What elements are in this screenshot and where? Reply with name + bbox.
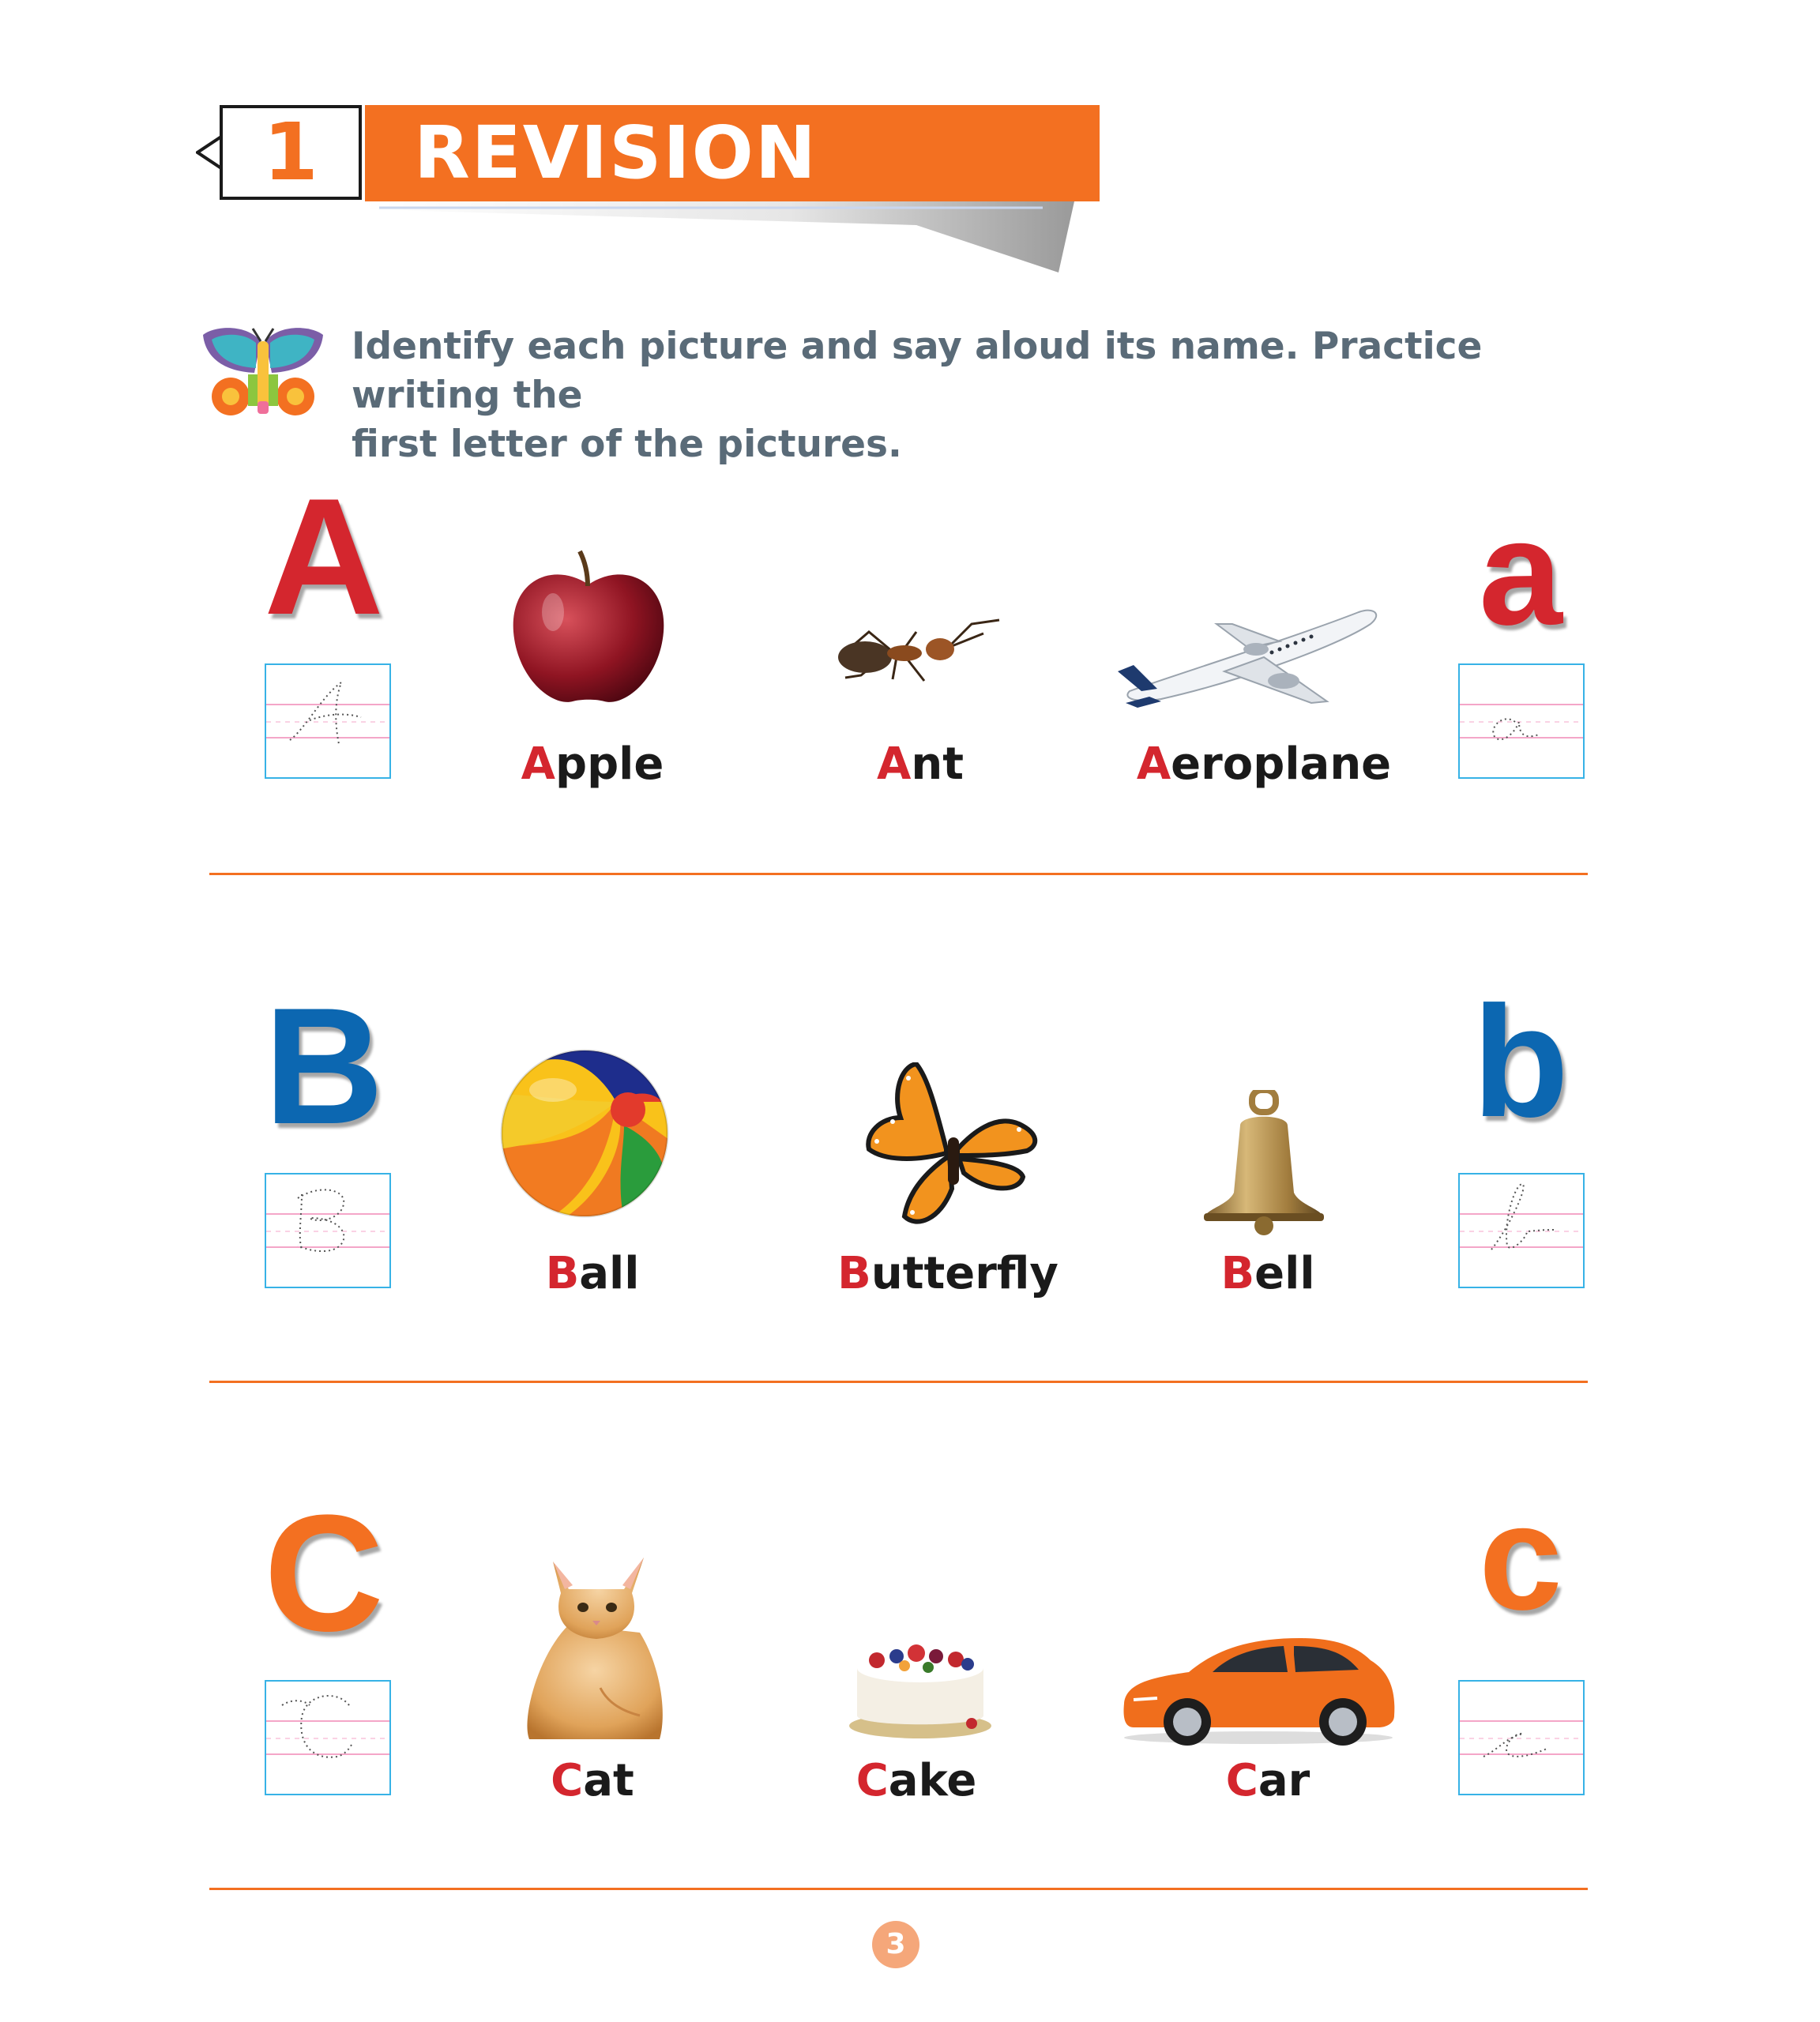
trace-box-uppercase[interactable]: [265, 1173, 391, 1288]
uppercase-letter: C: [264, 1480, 384, 1666]
tracing-lines: [1460, 1682, 1583, 1794]
ant-image: [829, 616, 1003, 687]
letter-row-b: [0, 973, 1820, 1489]
word-label: [754, 739, 1086, 790]
word-first-letter: B: [1220, 1248, 1255, 1299]
word-rest: all: [579, 1248, 640, 1299]
aeroplane-image: [1114, 592, 1382, 711]
apple-image: [506, 545, 671, 711]
butterfly-image: [861, 1062, 1043, 1228]
word-label: [427, 1248, 758, 1299]
word-rest: ar: [1258, 1755, 1310, 1806]
instruction-line-1: Identify each picture and say aloud its name. Practice writing the: [352, 325, 1483, 417]
word-rest: utterfly: [871, 1248, 1059, 1299]
trace-box-uppercase[interactable]: [265, 1680, 391, 1795]
page-number-badge: [872, 1921, 919, 1968]
butterfly-activity-icon: [199, 325, 327, 416]
letter-row-a: [0, 464, 1820, 979]
bell-image: [1201, 1090, 1327, 1240]
tracing-lines: [266, 1682, 389, 1794]
row-divider: [209, 1888, 1588, 1890]
lowercase-letter: b: [1472, 974, 1570, 1150]
tracing-lines: [1460, 665, 1583, 777]
car-image: [1118, 1629, 1398, 1747]
word-label: [750, 1755, 1082, 1806]
row-divider: [209, 1381, 1588, 1383]
word-label: [427, 1755, 758, 1806]
tracing-lines: [266, 665, 389, 777]
word-rest: pple: [555, 739, 664, 790]
word-rest: eroplane: [1171, 739, 1392, 790]
instruction-line-2: first letter of the pictures.: [352, 423, 902, 466]
trace-box-lowercase[interactable]: [1458, 1680, 1585, 1795]
word-first-letter: B: [545, 1248, 580, 1299]
word-first-letter: A: [877, 739, 912, 790]
lesson-number: 1: [263, 106, 318, 198]
cake-image: [845, 1633, 995, 1743]
letter-row-c: [0, 1474, 1820, 1996]
word-label: [1098, 739, 1430, 790]
uppercase-letter: A: [264, 464, 384, 649]
instruction-text: [352, 322, 1615, 469]
word-first-letter: C: [1225, 1755, 1258, 1806]
title-banner: [365, 105, 1100, 201]
lowercase-letter: a: [1479, 489, 1562, 656]
cat-image: [521, 1546, 671, 1743]
uppercase-letter: B: [264, 973, 384, 1159]
row-divider: [209, 873, 1588, 875]
word-rest: nt: [911, 739, 964, 790]
word-first-letter: A: [521, 739, 555, 790]
word-first-letter: C: [855, 1755, 889, 1806]
tracing-lines: [266, 1174, 389, 1287]
page-title: REVISION: [414, 111, 818, 195]
banner-shadow: [363, 201, 1074, 288]
word-label: [1102, 1248, 1434, 1299]
lowercase-letter: c: [1479, 1474, 1562, 1641]
page-number: 3: [886, 1928, 906, 1960]
trace-box-lowercase[interactable]: [1458, 1173, 1585, 1288]
word-rest: ake: [888, 1755, 977, 1806]
word-label: [427, 739, 758, 790]
word-first-letter: C: [551, 1755, 584, 1806]
trace-box-uppercase[interactable]: [265, 663, 391, 779]
word-label: [782, 1248, 1114, 1299]
trace-box-lowercase[interactable]: [1458, 663, 1585, 779]
ball-image: [498, 1047, 671, 1220]
word-first-letter: B: [837, 1248, 871, 1299]
word-first-letter: A: [1136, 739, 1171, 790]
word-rest: ell: [1254, 1248, 1315, 1299]
word-rest: at: [583, 1755, 634, 1806]
lesson-number-box: [220, 105, 362, 200]
word-label: [1102, 1755, 1434, 1806]
tracing-lines: [1460, 1174, 1583, 1287]
